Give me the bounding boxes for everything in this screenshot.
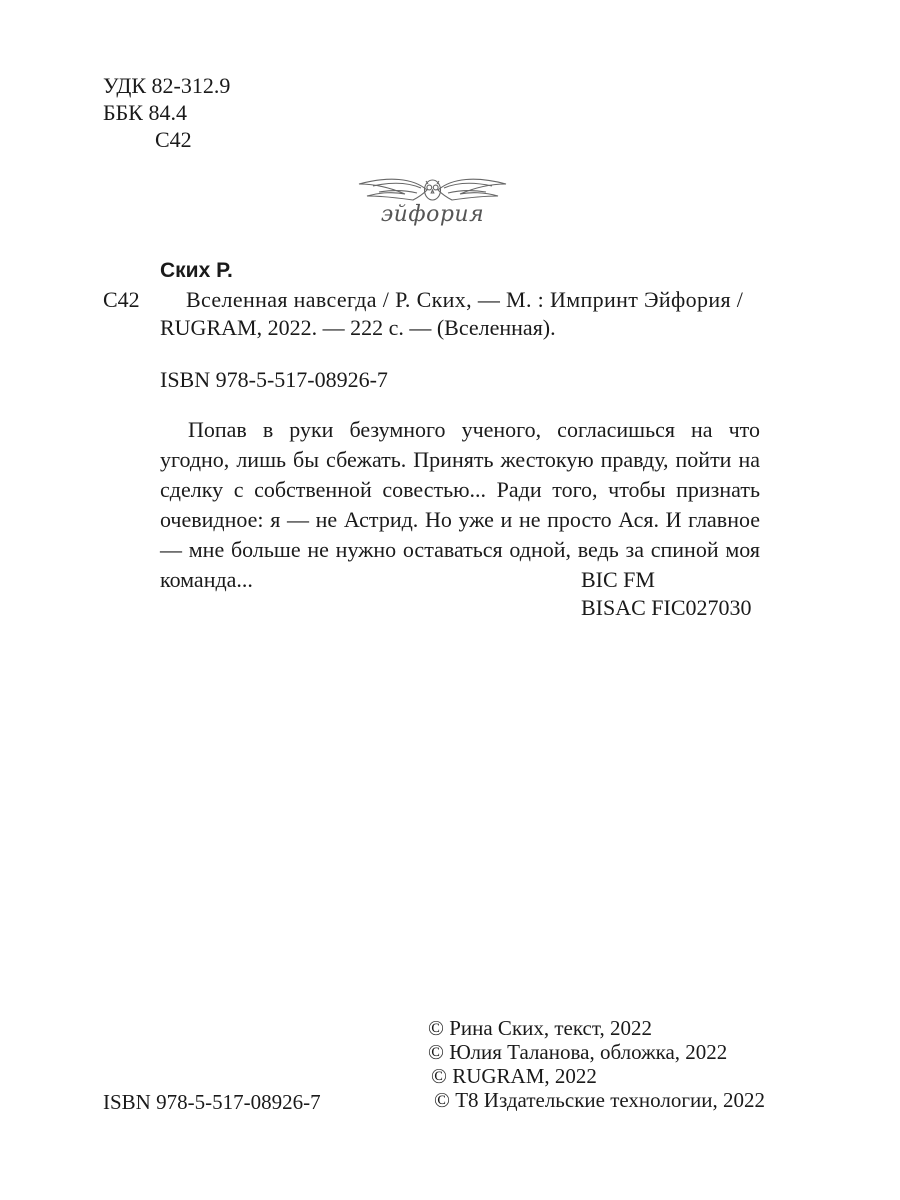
copyright-line: © Т8 Издательские технологии, 2022 [434, 1088, 765, 1112]
copyright-line: © RUGRAM, 2022 [431, 1064, 597, 1088]
bisac-code: BISAC FIC027030 [581, 595, 752, 620]
book-annotation: Попав в руки безумного ученого, согласишься на что угодно, лишь бы сбежать. Принять жестокую правду, пойти на сделку с собственной совестью... Ради того, чтобы признать очевидное: я — не Астрид. Но уже и не просто Ася. И главное — мне больше не нужно оставаться одной, ведь за спиной моя команда... [160, 417, 760, 592]
author-heading: Ских Р. [160, 259, 233, 282]
udk-code: УДК 82-312.9 [103, 73, 231, 98]
record-description-line2: RUGRAM, 2022. — 222 с. — (Вселенная). [160, 315, 556, 340]
publisher-logo [355, 172, 510, 234]
bic-code: BIC FM [581, 567, 655, 592]
copyright-line: © Юлия Таланова, обложка, 2022 [428, 1040, 728, 1064]
record-isbn: ISBN 978-5-517-08926-7 [160, 367, 388, 392]
record-author-sign: С42 [103, 287, 140, 312]
copyright-list [428, 1016, 765, 1112]
classification-block [103, 72, 230, 153]
bbk-code: ББК 84.4 [103, 100, 187, 125]
copyright-line: © Рина Ских, текст, 2022 [428, 1016, 652, 1040]
footer-isbn: ISBN 978-5-517-08926-7 [103, 1090, 321, 1114]
publisher-logo-text: эйфория [380, 202, 485, 227]
author-sign: С42 [155, 127, 192, 152]
record-description-line1: Вселенная навсегда / Р. Ских, — М. : Импринт Эйфория / [186, 287, 744, 312]
